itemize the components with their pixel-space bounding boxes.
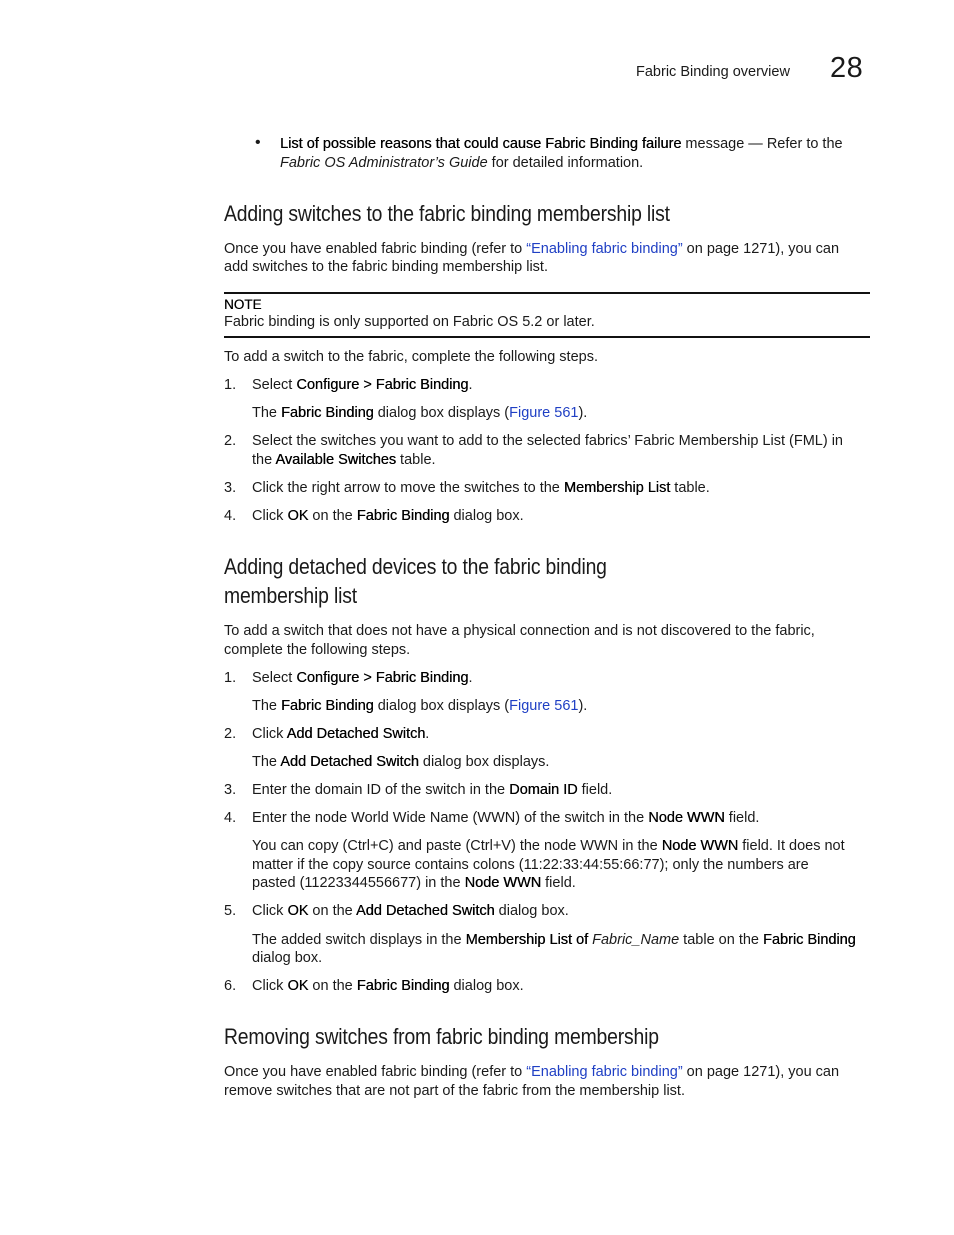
sec3-intro-line-2: remove switches that are not part of the fabric from the membership list. xyxy=(224,1083,685,1099)
sec2-step-6: Click OK on the Fabric Binding dialog box. xyxy=(252,978,524,994)
bullet-dot-icon: • xyxy=(255,134,261,151)
chapter-number: 28 xyxy=(830,52,864,84)
step-number: 3. xyxy=(224,782,237,798)
sec1-step-2-line-2: the Available Switches table. xyxy=(252,452,436,468)
bullet-line-2: Fabric OS Administrator’s Guide for detailed information. xyxy=(280,155,644,171)
step-number: 1. xyxy=(224,670,237,686)
figure-561-link[interactable]: Figure 561 xyxy=(509,405,579,421)
note-label: NOTE xyxy=(224,297,262,312)
step-number: 1. xyxy=(224,377,237,393)
sec1-intro-line-1: Once you have enabled fabric binding (refer to “Enabling fabric binding” on page 1271), you can xyxy=(224,241,840,257)
step-number: 3. xyxy=(224,480,237,496)
sec1-step-4: Click OK on the Fabric Binding dialog box. xyxy=(252,508,524,524)
sec3-intro-line-1: Once you have enabled fabric binding (refer to “Enabling fabric binding” on page 1271), you can xyxy=(224,1064,840,1080)
step-number: 2. xyxy=(224,726,237,742)
sec1-step-3: Click the right arrow to move the switches to the Membership List table. xyxy=(252,480,710,496)
step-number: 5. xyxy=(224,903,237,919)
sec1-intro-line-2: add switches to the fabric binding membership list. xyxy=(224,259,548,275)
step-number: 4. xyxy=(224,508,237,524)
note-text: Fabric binding is only supported on Fabric OS 5.2 or later. xyxy=(224,314,595,330)
note-bottom-rule xyxy=(224,336,870,338)
sec2-step-4-para-line-1: You can copy (Ctrl+C) and paste (Ctrl+V) the node WWN in the Node WWN field. It does not xyxy=(252,838,845,854)
sec1-step-1-sub: The Fabric Binding dialog box displays (Figure 561). xyxy=(252,405,588,421)
sec2-intro-line-1: To add a switch that does not have a physical connection and is not discovered to the fabric, xyxy=(224,623,815,639)
step-number: 2. xyxy=(224,433,237,449)
sec1-lead: To add a switch to the fabric, complete the following steps. xyxy=(224,349,598,365)
sec2-step-4-para-line-2: matter if the copy source contains colons (11:22:33:44:55:66:77); only the numbers are xyxy=(252,857,809,873)
section-heading-adding-detached-line-1: Adding detached devices to the fabric binding xyxy=(224,554,607,579)
sec2-step-1-sub: The Fabric Binding dialog box displays (Figure 561). xyxy=(252,698,588,714)
enabling-fabric-binding-link[interactable]: “Enabling fabric binding” xyxy=(526,1064,683,1080)
section-heading-adding-detached-line-2: membership list xyxy=(224,583,357,608)
sec2-step-5-sub-line-2: dialog box. xyxy=(252,950,323,966)
section-heading-removing-switches: Removing switches from fabric binding membership xyxy=(224,1024,659,1049)
running-header: Fabric Binding overview xyxy=(636,64,790,80)
sec2-step-4-para-line-3: pasted (11223344556677) in the Node WWN field. xyxy=(252,875,576,891)
figure-561-link[interactable]: Figure 561 xyxy=(509,698,579,714)
sec2-step-3: Enter the domain ID of the switch in the Domain ID field. xyxy=(252,782,613,798)
sec1-step-1: Select Configure > Fabric Binding. xyxy=(252,377,473,393)
sec2-step-2-sub: The Add Detached Switch dialog box displays. xyxy=(252,754,550,770)
bullet-line-1: List of possible reasons that could cause Fabric Binding failure message — Refer to the xyxy=(280,136,843,152)
sec2-step-5-sub-line-1: The added switch displays in the Membership List of Fabric_Name table on the Fabric Binding xyxy=(252,932,856,948)
sec2-step-5: Click OK on the Add Detached Switch dialog box. xyxy=(252,903,569,919)
sec2-step-1: Select Configure > Fabric Binding. xyxy=(252,670,473,686)
step-number: 6. xyxy=(224,978,237,994)
note-top-rule xyxy=(224,292,870,294)
sec1-step-2-line-1: Select the switches you want to add to the selected fabrics’ Fabric Membership List (FML) in xyxy=(252,433,843,449)
sec2-intro-line-2: complete the following steps. xyxy=(224,642,411,658)
enabling-fabric-binding-link[interactable]: “Enabling fabric binding” xyxy=(526,241,683,257)
sec2-step-4: Enter the node World Wide Name (WWN) of the switch in the Node WWN field. xyxy=(252,810,760,826)
section-heading-adding-switches: Adding switches to the fabric binding membership list xyxy=(224,201,670,226)
step-number: 4. xyxy=(224,810,237,826)
sec2-step-2: Click Add Detached Switch. xyxy=(252,726,430,742)
